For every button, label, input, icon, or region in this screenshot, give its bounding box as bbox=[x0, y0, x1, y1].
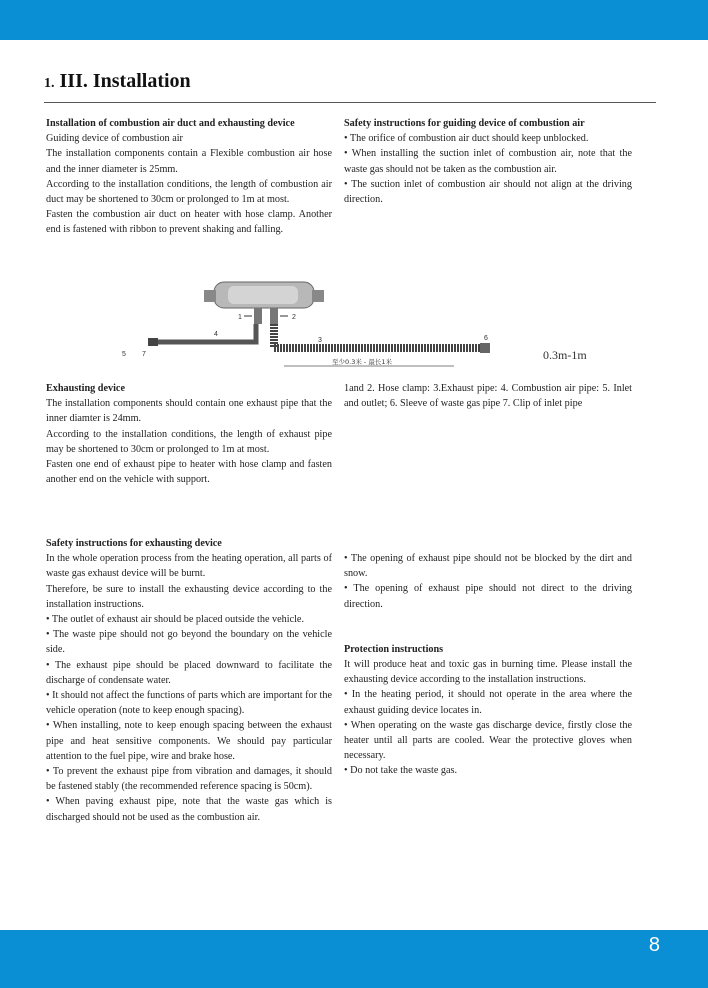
paragraph: In the whole operation process from the heating operation, all parts of waste gas exhaust device will be burnt. bbox=[46, 553, 332, 580]
paragraph: According to the installation conditions, the length of exhaust pipe may be shortened to 30cm or prolonged to 1m at most. bbox=[46, 428, 332, 455]
length-label-chinese: 至少0.3米 - 最长1米 bbox=[332, 358, 392, 366]
paragraph: It will produce heat and toxic gas in burning time. Please install the exhausting device according to the installation instructions. bbox=[344, 659, 632, 686]
section-heading: Exhausting device bbox=[46, 383, 125, 394]
paragraph: Guiding device of combustion air bbox=[46, 133, 183, 145]
label-1: 1 bbox=[238, 314, 242, 321]
exhaust-pipe bbox=[274, 324, 488, 348]
title-divider bbox=[44, 102, 656, 103]
section-heading: Installation of combustion air duct and exhausting device bbox=[46, 118, 295, 129]
paragraph: The installation components contain a Flexible combustion air hose and the inner diameter is 25mm. bbox=[46, 148, 332, 175]
bullet-item: • Do not take the waste gas. bbox=[344, 765, 458, 777]
bullet-item: • To prevent the exhaust pipe from vibration and damages, it should be fastened stably (the recommended reference spacing is 50cm). bbox=[46, 766, 332, 793]
exhausting-device-section bbox=[46, 381, 332, 487]
section-heading: Safety instructions for guiding device of combustion air bbox=[344, 118, 585, 129]
bullet-item: • The opening of exhaust pipe should not be blocked by the dirt and snow. bbox=[344, 553, 632, 580]
installation-diagram bbox=[118, 280, 528, 372]
bullet-item: • The exhaust pipe should be placed downward to facilitate the discharge of condensate water. bbox=[46, 659, 332, 686]
heater-port bbox=[270, 308, 278, 324]
paragraph: Fasten one end of exhaust pipe to heater with hose clamp and fasten another end on the vehicle with support. bbox=[46, 459, 332, 486]
section-number: 1. bbox=[44, 76, 55, 91]
caption-text: 1and 2. Hose clamp: 3.Exhaust pipe: 4. Combustion air pipe: 5. Inlet and outlet; 6. Sleeve of waste gas pipe 7. Clip of inlet pipe bbox=[344, 383, 632, 410]
exhaust-sleeve bbox=[480, 343, 490, 353]
bullet-item: • When operating on the waste gas discharge device, firstly close the heater until all parts are cooled. Wear the protective gloves when necessary. bbox=[344, 719, 632, 762]
section-title: III. Installation bbox=[59, 70, 191, 92]
exhaust-safety-continued bbox=[344, 551, 632, 779]
label-6: 6 bbox=[484, 335, 488, 342]
combustion-air-safety-section bbox=[344, 116, 632, 207]
figure-caption bbox=[344, 381, 632, 411]
section-heading: Protection instructions bbox=[344, 643, 444, 655]
bullet-item: • In the heating period, it should not operate in the area where the exhaust guiding device locates in. bbox=[344, 689, 632, 716]
inlet-clip bbox=[148, 338, 158, 346]
heater-highlight bbox=[228, 286, 298, 304]
bullet-item: • When paving exhaust pipe, note that the waste gas which is discharged should not be used as the combustion air. bbox=[46, 796, 332, 823]
header-band bbox=[0, 0, 708, 40]
footer-band bbox=[0, 930, 708, 988]
paragraph: According to the installation conditions, the length of combustion air duct may be shortened to 30cm or prolonged to 1m at most. bbox=[46, 178, 332, 206]
page-number: 8 bbox=[648, 934, 660, 956]
bullet-item: • It should not affect the functions of parts which are important for the vehicle operation (note to keep enough spacing). bbox=[46, 690, 333, 717]
combustion-air-pipe bbox=[158, 324, 256, 342]
bullet-item: • The waste pipe should not go beyond the boundary on the vehicle side. bbox=[46, 629, 332, 656]
label-3: 3 bbox=[318, 337, 322, 344]
bullet-item: • The orifice of combustion air duct should keep unblocked. bbox=[344, 133, 589, 145]
heater-left-cap bbox=[204, 290, 216, 302]
exhaust-safety-section bbox=[46, 536, 332, 825]
bullet-item: • The opening of exhaust pipe should not direct to the driving direction. bbox=[344, 583, 632, 610]
heater-right-cap bbox=[312, 290, 324, 302]
paragraph: Fasten the combustion air duct on heater with hose clamp. Another end is fastened with ribbon to prevent shaking and falling. bbox=[46, 209, 332, 236]
page-title bbox=[44, 70, 191, 93]
label-4: 4 bbox=[214, 331, 218, 338]
bullet-item: • The outlet of exhaust air should be placed outside the vehicle. bbox=[46, 614, 304, 626]
bullet-item: • When installing the suction inlet of combustion air, note that the waste gas should not be taken as the combustion air. bbox=[344, 148, 632, 175]
label-2: 2 bbox=[292, 314, 296, 321]
bullet-item: • The suction inlet of combustion air should not align at the driving direction. bbox=[344, 178, 632, 206]
label-5: 5 bbox=[122, 351, 126, 358]
paragraph: Therefore, be sure to install the exhausting device according to the installation instructions. bbox=[46, 583, 332, 610]
length-range-label: 0.3m-1m bbox=[543, 348, 587, 362]
label-7: 7 bbox=[142, 351, 146, 358]
combustion-air-section bbox=[46, 116, 332, 238]
bullet-item: • When installing, note to keep enough spacing between the exhaust pipe and heat sensitive components. We should pay particular attention to the fuel pipe, wire and brake hose. bbox=[46, 720, 332, 762]
section-heading: Safety instructions for exhausting device bbox=[46, 538, 222, 549]
paragraph: The installation components should contain one exhaust pipe that the inner diamter is 24mm. bbox=[46, 398, 332, 425]
heater-port bbox=[254, 308, 262, 324]
